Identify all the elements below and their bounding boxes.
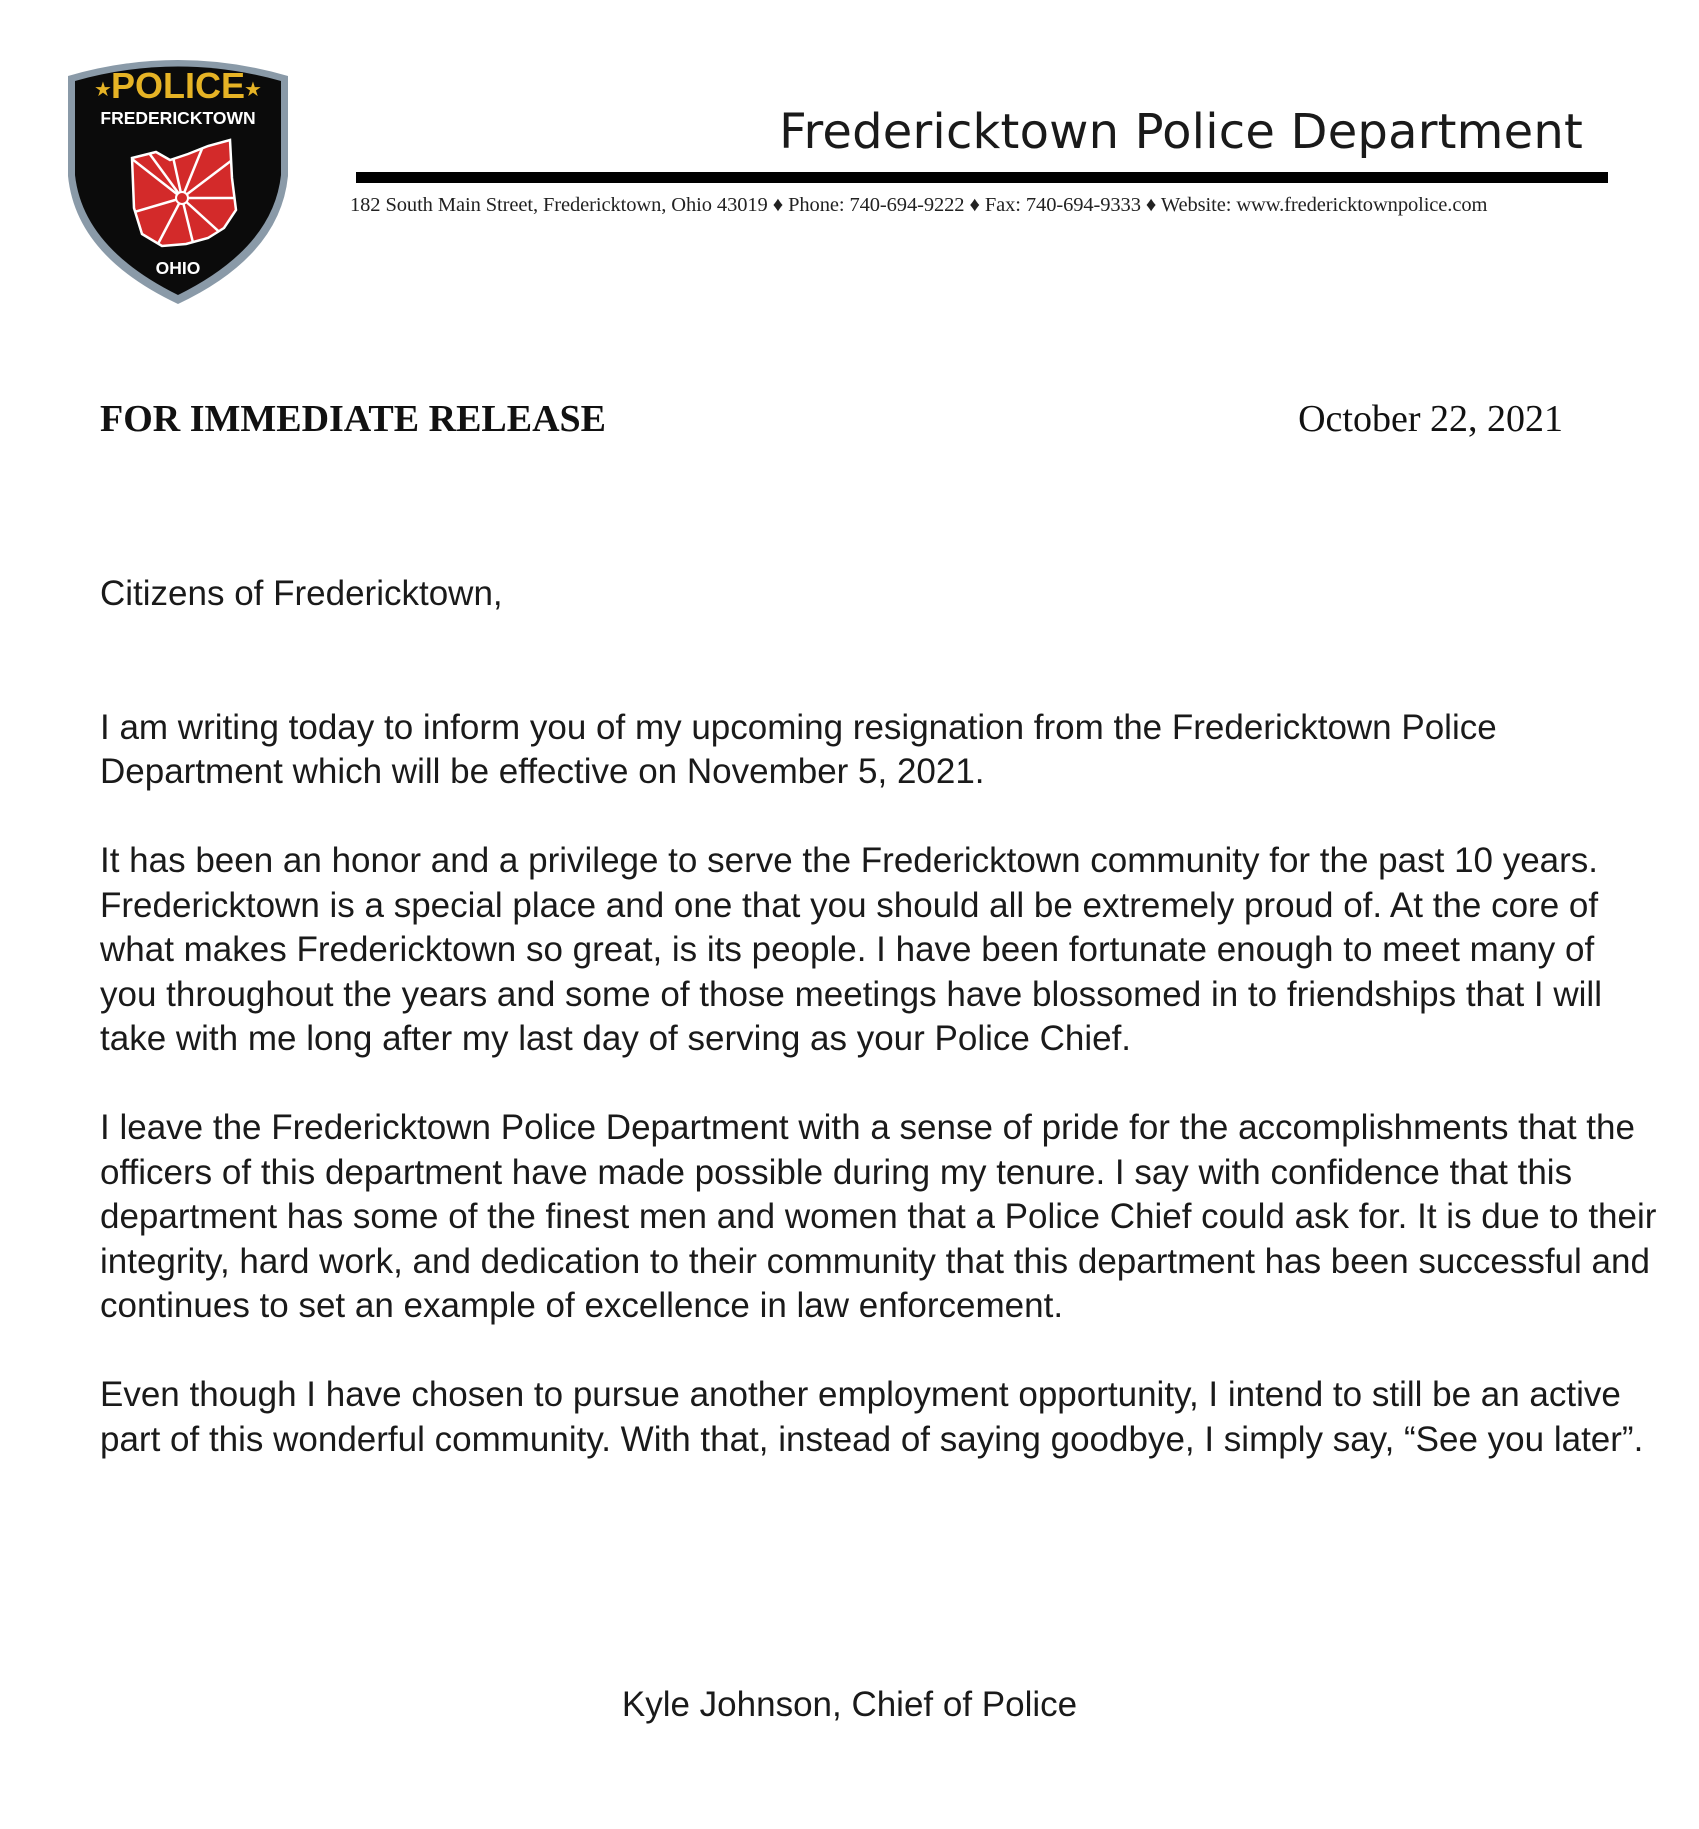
release-label: FOR IMMEDIATE RELEASE: [100, 398, 607, 440]
letter-signature: Kyle Johnson, Chief of Police: [621, 1685, 1078, 1724]
letter-paragraph-1: I am writing today to inform you of my upcoming resignation from the Fredericktown Police Department which will be effective on November 5, 2021.: [100, 707, 1497, 791]
department-title: Fredericktown Police Department: [779, 104, 1583, 160]
badge-star-left-icon: ★: [94, 77, 112, 101]
header-divider: [356, 172, 1608, 183]
badge-city-text: FREDERICKTOWN: [100, 108, 256, 128]
letter-salutation: Citizens of Fredericktown,: [100, 574, 503, 613]
release-date: October 22, 2021: [1298, 398, 1563, 440]
letter-body: [100, 572, 1660, 1507]
letter-paragraph-2: It has been an honor and a privilege to serve the Fredericktown community for the past 10 years. Fredericktown is a special place and one that you should all be extremely proud of. At the core of what makes Fredericktown so great, is its people. I have been fortunate enough to meet many of you throughout the years and some of those meetings have blossomed in to friendships that I will take with me long after my last day of serving as your Police Chief.: [100, 841, 1602, 1058]
badge-state-text: OHIO: [155, 258, 201, 278]
letter-paragraph-3: I leave the Fredericktown Police Department with a sense of pride for the accomplishments that the officers of this department have made possible during my tenure. I say with confidence that this department has some of the finest men and women that a Police Chief could ask for. It is due to their integrity, hard work, and dedication to their community that this department has been successful and continues to set an example of excellence in law enforcement.: [100, 1108, 1657, 1325]
police-badge-logo: [58, 48, 298, 308]
badge-police-text: POLICE: [110, 65, 246, 106]
badge-star-right-icon: ★: [244, 77, 262, 101]
letter-paragraph-4: Even though I have chosen to pursue another employment opportunity, I intend to still be an active part of this wonderful community. With that, instead of saying goodbye, I simply say, “See you later”.: [100, 1375, 1644, 1459]
contact-info-line: 182 South Main Street, Fredericktown, Ohio 43019 ♦ Phone: 740-694-9222 ♦ Fax: 740-694-9333 ♦ Website: www.fredericktownpolice.com: [350, 194, 1488, 216]
